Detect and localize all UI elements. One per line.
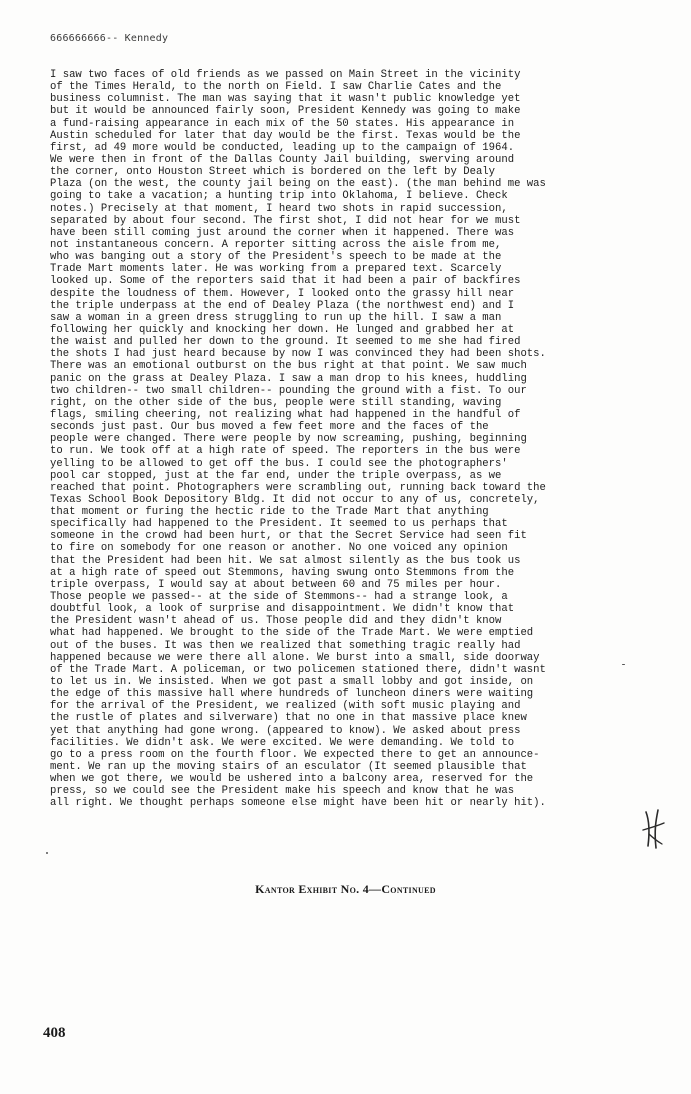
page-header: 666666666-- Kennedy bbox=[50, 33, 169, 44]
body-line: someone in the crowd had been hurt, or that the Secret Service had seen fit bbox=[50, 530, 527, 543]
body-line: We were then in front of the Dallas County Jail building, swerving around bbox=[50, 153, 515, 166]
body-line: going to take a vacation; a hunting trip into Oklahoma, I believe. Check bbox=[50, 190, 508, 203]
body-line: looked up. Some of the reporters said that it had been a pair of backfires bbox=[50, 275, 521, 288]
body-line: that the President had been hit. We sat almost silently as the bus took us bbox=[50, 554, 521, 567]
body-line: the President wasn't ahead of us. Those people did and they didn't know bbox=[50, 615, 502, 628]
body-line: Trade Mart moments later. He was working from a prepared text. Scarcely bbox=[50, 263, 502, 276]
body-line: but it would be announced fairly soon, President Kennedy was going to make bbox=[50, 105, 521, 118]
body-line: at a high rate of speed out Stemmons, having swung onto Stemmons from the bbox=[50, 566, 515, 579]
body-line: yelling to be allowed to get off the bus. I could see the photographers' bbox=[50, 457, 508, 470]
body-line: Those people we passed-- at the side of Stemmons-- had a strange look, a bbox=[50, 591, 508, 604]
body-line: to run. We took off at a high rate of speed. The reporters in the bus were bbox=[50, 445, 521, 458]
body-line: happened because we were there all alone. We burst into a small, side doorway bbox=[50, 651, 540, 664]
scan-speck bbox=[46, 852, 48, 854]
body-line: Texas School Book Depository Bldg. It did not occur to any of us, concretely, bbox=[50, 493, 540, 506]
body-line: business columnist. The man was saying that it wasn't public knowledge yet bbox=[50, 93, 521, 106]
body-line: what had happened. We brought to the side of the Trade Mart. We were emptied bbox=[50, 627, 534, 640]
body-line: first, ad 49 more would be conducted, leading up to the campaign of 1964. bbox=[50, 141, 515, 154]
body-line: pool car stopped, just at the far end, under the triple overpass, as we bbox=[50, 469, 502, 482]
body-line: go to a press room on the fourth floor. We expected there to get an announce- bbox=[50, 748, 540, 761]
body-line: flags, smiling cheering, not realizing what had happened in the handful of bbox=[50, 408, 521, 421]
body-line: the edge of this massive hall where hundreds of luncheon diners were waiting bbox=[50, 688, 534, 701]
body-line: ment. We ran up the moving stairs of an esculator (It seemed plausible that bbox=[50, 761, 527, 774]
body-line: have been still coming just around the corner when it happened. There was bbox=[50, 226, 515, 239]
body-line: saw a woman in a green dress struggling to run up the hill. I saw a man bbox=[50, 311, 502, 324]
body-line: yet that anything had gone wrong. (appeared to know). We asked about press bbox=[50, 724, 521, 737]
body-line: triple overpass, I would say at about between 60 and 75 miles per hour. bbox=[50, 578, 502, 591]
body-line: a fund-raising appearance in each mix of the 50 states. His appearance in bbox=[50, 117, 515, 130]
body-line: Austin scheduled for later that day would be the first. Texas would be the bbox=[50, 129, 521, 142]
body-line: panic on the grass at Dealey Plaza. I saw a man drop to his knees, huddling bbox=[50, 372, 527, 385]
body-line: all right. We thought perhaps someone else might have been hit or nearly hit). bbox=[50, 797, 546, 810]
body-line: right, on the other side of the bus, people were still standing, waving bbox=[50, 396, 502, 409]
body-line: out of the buses. It was then we realized that something tragic really had bbox=[50, 639, 521, 652]
body-text bbox=[50, 69, 642, 810]
body-line: Plaza (on the west, the county jail being on the east). (the man behind me was bbox=[50, 178, 546, 191]
body-line: separated by about four second. The first shot, I did not hear for we must bbox=[50, 214, 521, 227]
body-line: There was an emotional outburst on the bus right at that point. We saw much bbox=[50, 360, 527, 373]
body-line: the corner, onto Houston Street which is bordered on the left by Dealy bbox=[50, 166, 496, 179]
body-line: people were changed. There were people by now screaming, pushing, beginning bbox=[50, 433, 527, 446]
body-line: two children-- two small children-- pounding the ground with a fist. To our bbox=[50, 384, 527, 397]
scan-speck bbox=[622, 664, 625, 665]
body-line: that moment or furing the hectic ride to the Trade Mart that anything bbox=[50, 506, 489, 519]
body-line: who was banging out a story of the President's speech to be made at the bbox=[50, 251, 502, 264]
body-line: to let us in. We insisted. When we got past a small lobby and got inside, on bbox=[50, 676, 534, 689]
body-line: press, so we could see the President make his speech and know that he was bbox=[50, 785, 515, 798]
page-number: 408 bbox=[43, 1025, 66, 1041]
body-line: facilities. We didn't ask. We were excited. We were demanding. We told to bbox=[50, 736, 515, 749]
body-line: following her quickly and knocking her down. He lunged and grabbed her at bbox=[50, 323, 515, 336]
body-line: seconds just past. Our bus moved a few feet more and the faces of the bbox=[50, 421, 489, 434]
body-line: not instantaneous concern. A reporter sitting across the aisle from me, bbox=[50, 238, 502, 251]
body-line: notes.) Precisely at that moment, I heard two shots in rapid succession, bbox=[50, 202, 508, 215]
body-line: I saw two faces of old friends as we passed on Main Street in the vicinity bbox=[50, 69, 521, 81]
handwritten-initials-mark bbox=[640, 808, 666, 852]
exhibit-caption: Kantor Exhibit No. 4—Continued bbox=[255, 882, 436, 896]
body-line: the waist and pulled her down to the ground. It seemed to me she had fired bbox=[50, 336, 521, 349]
body-line: for the arrival of the President, we realized (with soft music playing and bbox=[50, 700, 521, 713]
body-line: of the Trade Mart. A policeman, or two policemen stationed there, didn't wasnt bbox=[50, 663, 546, 676]
body-line: the rustle of plates and silverware) that no one in that massive place knew bbox=[50, 712, 527, 725]
body-line: the shots I had just heard because by now I was convinced they had been shots. bbox=[50, 348, 546, 361]
body-line: of the Times Herald, to the north on Field. I saw Charlie Cates and the bbox=[50, 81, 502, 94]
body-line: despite the loudness of them. However, I looked onto the grassy hill near bbox=[50, 287, 515, 300]
body-line: the triple underpass at the end of Dealey Plaza (the northwest end) and I bbox=[50, 299, 515, 312]
body-line: reached that point. Photographers were scrambling out, running back toward the bbox=[50, 481, 546, 494]
body-line: doubtful look, a look of surprise and disappointment. We didn't know that bbox=[50, 603, 515, 616]
body-line: to fire on somebody for one reason or another. No one voiced any opinion bbox=[50, 542, 508, 555]
body-line: specifically had happened to the President. It seemed to us perhaps that bbox=[50, 518, 508, 531]
body-line: when we got there, we would be ushered into a balcony area, reserved for the bbox=[50, 773, 534, 786]
